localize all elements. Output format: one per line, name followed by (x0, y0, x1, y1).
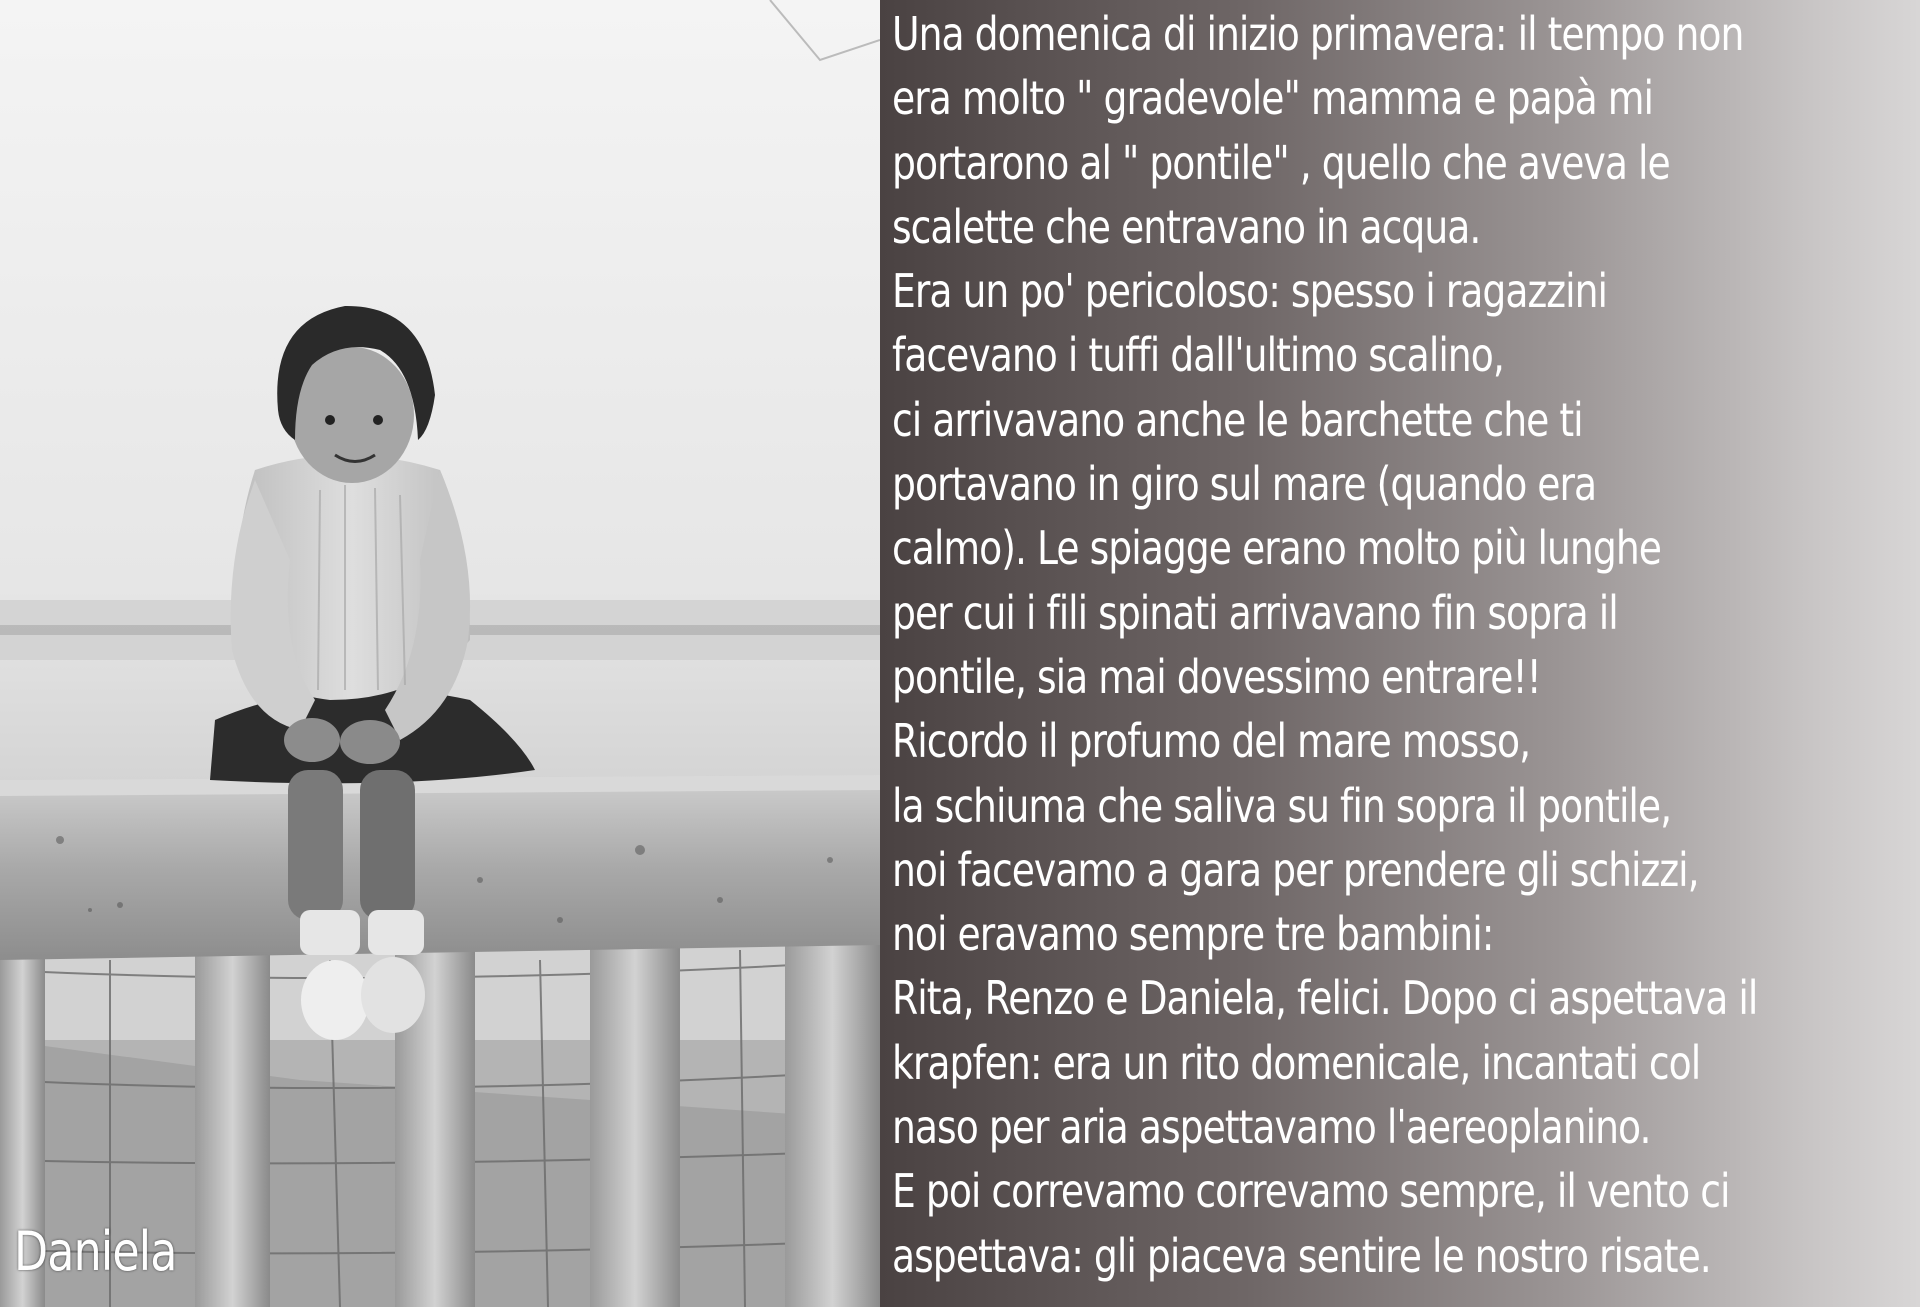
girl-leg (360, 770, 415, 920)
girl-eye (373, 415, 383, 425)
story-line: aspettava: gli piaceva sentire le nostro risate. (892, 1228, 1711, 1283)
story-line: portarono al " pontile" , quello che aveva le (892, 135, 1670, 190)
story-line: ci arrivavano anche le barchette che ti (892, 392, 1583, 447)
story-text (892, 2, 1920, 1288)
railing-post (785, 935, 880, 1307)
signature-caption: Daniela (14, 1220, 177, 1283)
story-line: noi eravamo sempre tre bambini: (892, 907, 1494, 962)
girl-hand (340, 720, 400, 764)
story-line: E poi correvamo correvamo sempre, il vento ci (892, 1164, 1730, 1219)
story-line: Ricordo il profumo del mare mosso, (892, 714, 1531, 769)
story-line: pontile, sia mai dovessimo entrare!! (892, 649, 1541, 704)
story-line: krapfen: era un rito domenicale, incantati col (892, 1035, 1701, 1090)
railing-beam (0, 775, 880, 960)
story-line: Rita, Renzo e Daniela, felici. Dopo ci aspettava il (892, 971, 1758, 1026)
story-line: scalette che entravano in acqua. (892, 199, 1481, 254)
girl-sock (300, 910, 360, 955)
story-panel (880, 0, 1920, 1307)
story-line: naso per aria aspettavamo l'aereoplanino. (892, 1100, 1651, 1155)
story-line: per cui i fili spinati arrivavano fin sopra il (892, 585, 1618, 640)
story-line: Una domenica di inizio primavera: il tempo non (892, 7, 1744, 61)
girl-eye (325, 415, 335, 425)
railing-post (590, 940, 680, 1307)
girl-hand (284, 718, 340, 762)
story-line: la schiuma che saliva su fin sopra il pontile, (892, 778, 1672, 833)
story-line: noi facevamo a gara per prendere gli schizzi, (892, 842, 1699, 897)
girl-sock (368, 910, 424, 955)
vintage-photo (0, 0, 880, 1307)
girl-shoe (361, 957, 425, 1033)
story-line: facevano i tuffi dall'ultimo scalino, (892, 328, 1504, 383)
story-line: era molto " gradevole" mamma e papà mi (892, 71, 1654, 126)
story-line: portavano in giro sul mare (quando era (892, 457, 1597, 512)
story-line: calmo). Le spiagge erano molto più lunghe (892, 521, 1661, 576)
railing-post (195, 950, 270, 1307)
story-line: Era un po' pericoloso: spesso i ragazzini (892, 264, 1608, 319)
girl-leg (288, 770, 343, 920)
girl-shoe (301, 960, 369, 1040)
